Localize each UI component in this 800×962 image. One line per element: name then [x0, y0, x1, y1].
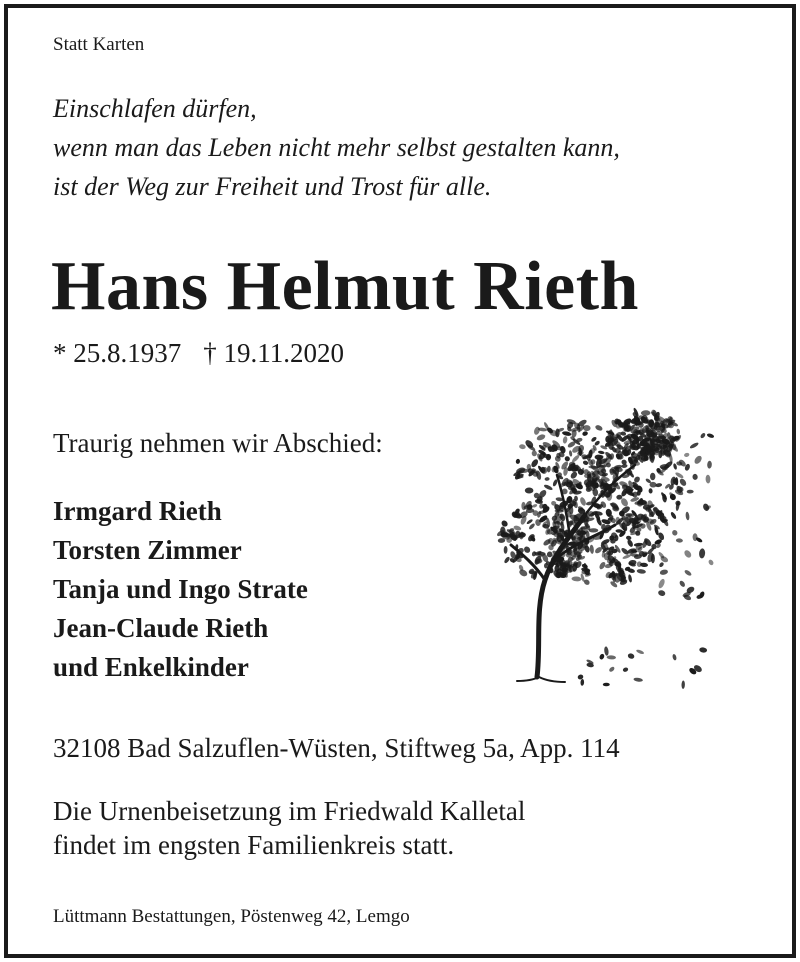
poem-line: wenn man das Leben nicht mehr selbst gestalten kann,: [53, 133, 620, 162]
mourner-name: Jean-Claude Rieth: [53, 613, 269, 643]
burial-line: findet im engsten Familienkreis statt.: [53, 830, 455, 860]
tree-foliage: [496, 407, 715, 689]
burial-line: Die Urnenbeisetzung im Friedwald Kalletal: [53, 796, 526, 826]
birth-date: * 25.8.1937: [53, 338, 182, 368]
undertaker: Lüttmann Bestattungen, Pöstenweg 42, Lemgo: [53, 906, 410, 927]
address: 32108 Bad Salzuflen-Wüsten, Stiftweg 5a, App. 114: [53, 733, 620, 763]
header-note: Statt Karten: [53, 34, 145, 55]
burial-notice: [53, 794, 525, 862]
farewell-line: Traurig nehmen wir Abschied:: [53, 428, 383, 458]
tree-illustration: [475, 395, 725, 695]
death-date: † 19.11.2020: [203, 338, 344, 368]
mourner-name: Torsten Zimmer: [53, 535, 242, 565]
mourner-name: Tanja und Ingo Strate: [53, 574, 308, 604]
poem-line: Einschlafen dürfen,: [53, 94, 257, 123]
poem-line: ist der Weg zur Freiheit und Trost für alle.: [53, 172, 492, 201]
life-dates: [53, 338, 344, 369]
mourners-list: [53, 492, 308, 687]
mourner-name: und Enkelkinder: [53, 652, 249, 682]
mourner-name: Irmgard Rieth: [53, 496, 222, 526]
deceased-name: Hans Helmut Rieth: [51, 248, 639, 325]
poem: [53, 89, 620, 206]
